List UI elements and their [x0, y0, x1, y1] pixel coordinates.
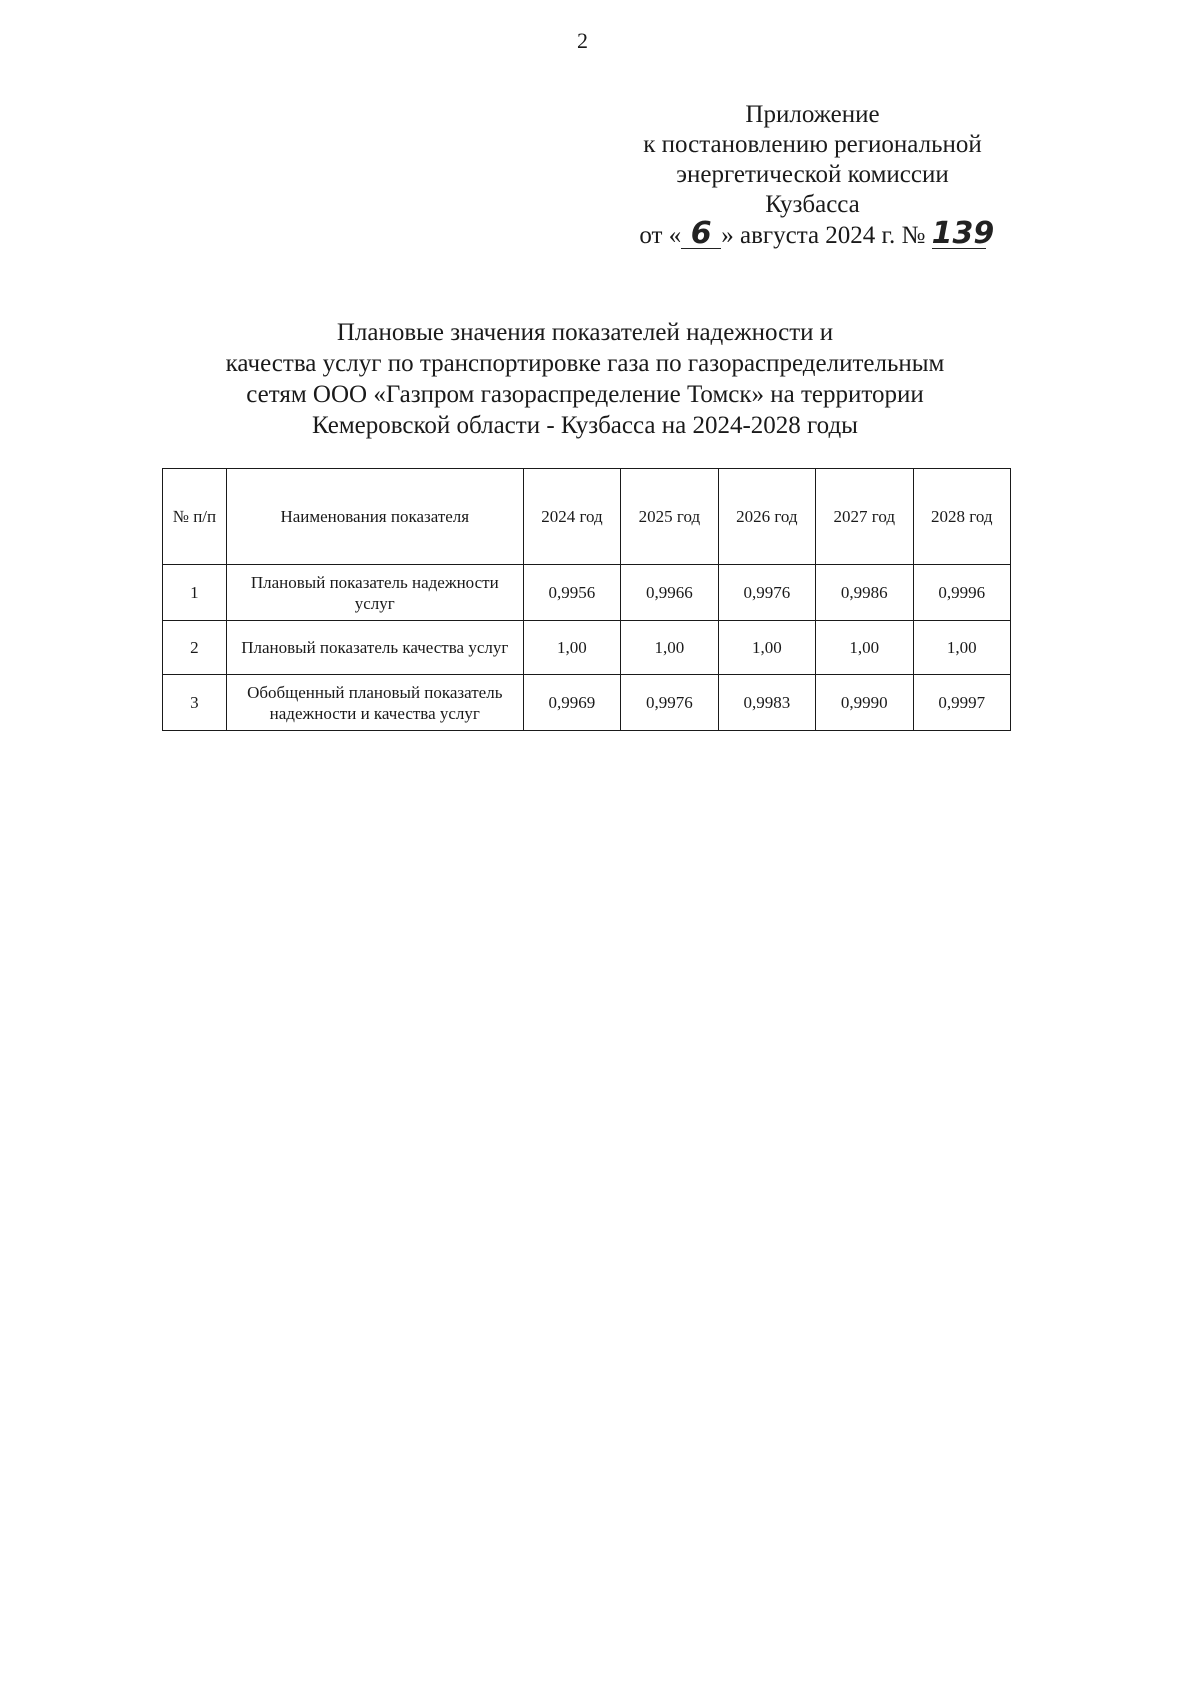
title-line-4: Кемеровской области - Кузбасса на 2024-2028 годы: [312, 412, 858, 439]
row-value-2026: 1,00: [718, 621, 815, 675]
title-line-3: сетям ООО «Газпром газораспределение Томск» на территории: [246, 381, 924, 408]
table-row: [163, 675, 1011, 731]
appendix-title: Приложение: [745, 101, 880, 128]
document-title: [150, 317, 1020, 441]
header-2027: 2027 год: [816, 469, 913, 565]
appendix-line-3: энергетической комиссии: [676, 161, 949, 188]
row-value-2028: 0,9996: [913, 565, 1010, 621]
row-num: 2: [163, 621, 227, 675]
header-num: № п/п: [163, 469, 227, 565]
row-value-2024: 1,00: [523, 621, 620, 675]
row-value-2028: 1,00: [913, 621, 1010, 675]
table-row: [163, 621, 1011, 675]
row-value-2026: 0,9976: [718, 565, 815, 621]
title-line-1: Плановые значения показателей надежности и: [336, 319, 834, 346]
appendix-date-line: [620, 216, 1005, 251]
appendix-block: [620, 100, 1005, 251]
appendix-line-4: Кузбасса: [765, 191, 860, 218]
title-line-2: качества услуг по транспортировке газа по газораспределительным: [225, 350, 945, 377]
row-value-2028: 0,9997: [913, 675, 1010, 731]
row-value-2024: 0,9956: [523, 565, 620, 621]
row-name: Плановый показатель надежности услуг: [226, 565, 523, 621]
row-value-2025: 0,9966: [621, 565, 718, 621]
row-value-2025: 0,9976: [621, 675, 718, 731]
table-row: [163, 565, 1011, 621]
header-2025: 2025 год: [621, 469, 718, 565]
date-middle: » августа 2024 г. №: [721, 222, 926, 249]
table-header-row: [163, 469, 1011, 565]
row-name: Обобщенный плановый показатель надежности и качества услуг: [226, 675, 523, 731]
indicators-table: [162, 468, 1011, 731]
page-number: 2: [577, 28, 588, 53]
row-value-2027: 1,00: [816, 621, 913, 675]
header-2024: 2024 год: [523, 469, 620, 565]
row-num: 1: [163, 565, 227, 621]
appendix-line-2: к постановлению региональной: [643, 131, 982, 158]
handwritten-day: 6: [681, 220, 721, 249]
row-value-2025: 1,00: [621, 621, 718, 675]
row-num: 3: [163, 675, 227, 731]
row-name: Плановый показатель качества услуг: [226, 621, 523, 675]
handwritten-number: 139: [931, 216, 995, 251]
header-2028: 2028 год: [913, 469, 1010, 565]
header-2026: 2026 год: [718, 469, 815, 565]
row-value-2027: 0,9990: [816, 675, 913, 731]
date-prefix: от «: [639, 222, 682, 249]
row-value-2027: 0,9986: [816, 565, 913, 621]
header-name: Наименования показателя: [226, 469, 523, 565]
row-value-2024: 0,9969: [523, 675, 620, 731]
row-value-2026: 0,9983: [718, 675, 815, 731]
